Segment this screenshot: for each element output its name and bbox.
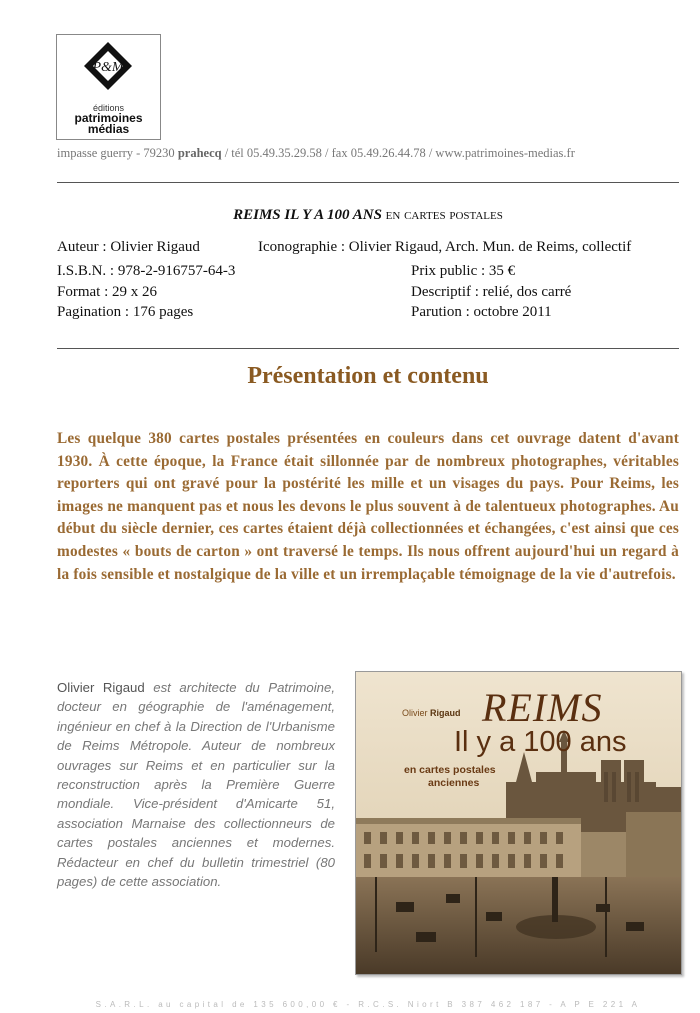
legal-footer: S.A.R.L. au capital de 135 600,00 € - R.C.S. Niort B 387 462 187 - A P E 221 A — [95, 1000, 641, 1009]
author-bio — [57, 678, 335, 891]
divider-middle — [57, 348, 679, 349]
divider-top — [57, 182, 679, 183]
book-author: Auteur : Olivier Rigaud — [57, 239, 200, 255]
logo-line-editions: éditions — [92, 103, 125, 113]
logo-line-patrimoines: patrimoines — [74, 111, 143, 125]
presentation-text: Les quelque 380 cartes postales présentées en couleurs dans cet ouvrage datent d'avant 1930. À cette époque, la France était sillonnée par de nombreux photographes, véritables reporters qui ont gravé pour la postérité les mille et un visages du pays. Pour Reims, les images ne manquent pas et nous les devons le plus souvent à de talentueux photographes. Au début du siècle dernier, ces cartes étaient déjà collectionnées et échangées, c'est ainsi que ces modestes « bouts de carton » ont traversé le temps. Ils nous offrent aujourd'hui un regard à la fois sensible et nostalgique de la ville et un irremplaçable témoignage de la vie d'autrefois. — [57, 430, 679, 583]
cover-subtitle: Il y a 100 ans — [454, 726, 627, 758]
book-price: Prix public : 35 € — [411, 263, 516, 279]
logo-mark: P&M — [92, 60, 124, 75]
book-cover-image — [355, 671, 682, 975]
address-city: prahecq — [177, 146, 222, 160]
bio-author-name: Olivier Rigaud — [57, 680, 145, 695]
cover-line-2: anciennes — [428, 777, 480, 789]
cover-author: Olivier Rigaud — [402, 708, 461, 718]
logo-diamond-icon — [83, 41, 133, 91]
book-format: Format : 29 x 26 — [57, 284, 157, 300]
publisher-address: impasse guerry - 79230 prahecq / tél 05.49.35.29.58 / fax 05.49.26.44.78 / www.patrimoines-medias.fr — [57, 146, 575, 160]
book-iconography: Iconographie : Olivier Rigaud, Arch. Mun. de Reims, collectif — [258, 239, 632, 255]
cover-title: REIMS — [482, 685, 603, 730]
book-pagination: Pagination : 176 pages — [57, 304, 194, 320]
book-release: Parution : octobre 2011 — [411, 304, 552, 320]
book-description: Descriptif : relié, dos carré — [411, 284, 572, 300]
cover-line-1: en cartes postales — [404, 764, 496, 776]
book-title: REIMS IL Y A 100 ANS en cartes postales — [233, 207, 503, 223]
logo-line-medias: médias — [87, 122, 130, 136]
book-isbn: I.S.B.N. : 978-2-916757-64-3 — [57, 263, 236, 279]
bio-text: est architecte du Patrimoine, docteur en géographie de l'aménagement, ingénieur en chef à la Direction de l'Urbanisme de Reims Métropole. Auteur de nombreux ouvrages sur Reims et en particulier sur la reconstruction après la Première Guerre mondiale. Vice-président d'Amicarte 51, association Marnaise des collectionneurs de cartes postales anciennes et modernes. Rédacteur en chef du bulletin trimestriel (80 pages) de cette association. — [57, 680, 335, 890]
section-title: Présentation et contenu — [247, 363, 489, 389]
publisher-logo — [56, 34, 161, 140]
